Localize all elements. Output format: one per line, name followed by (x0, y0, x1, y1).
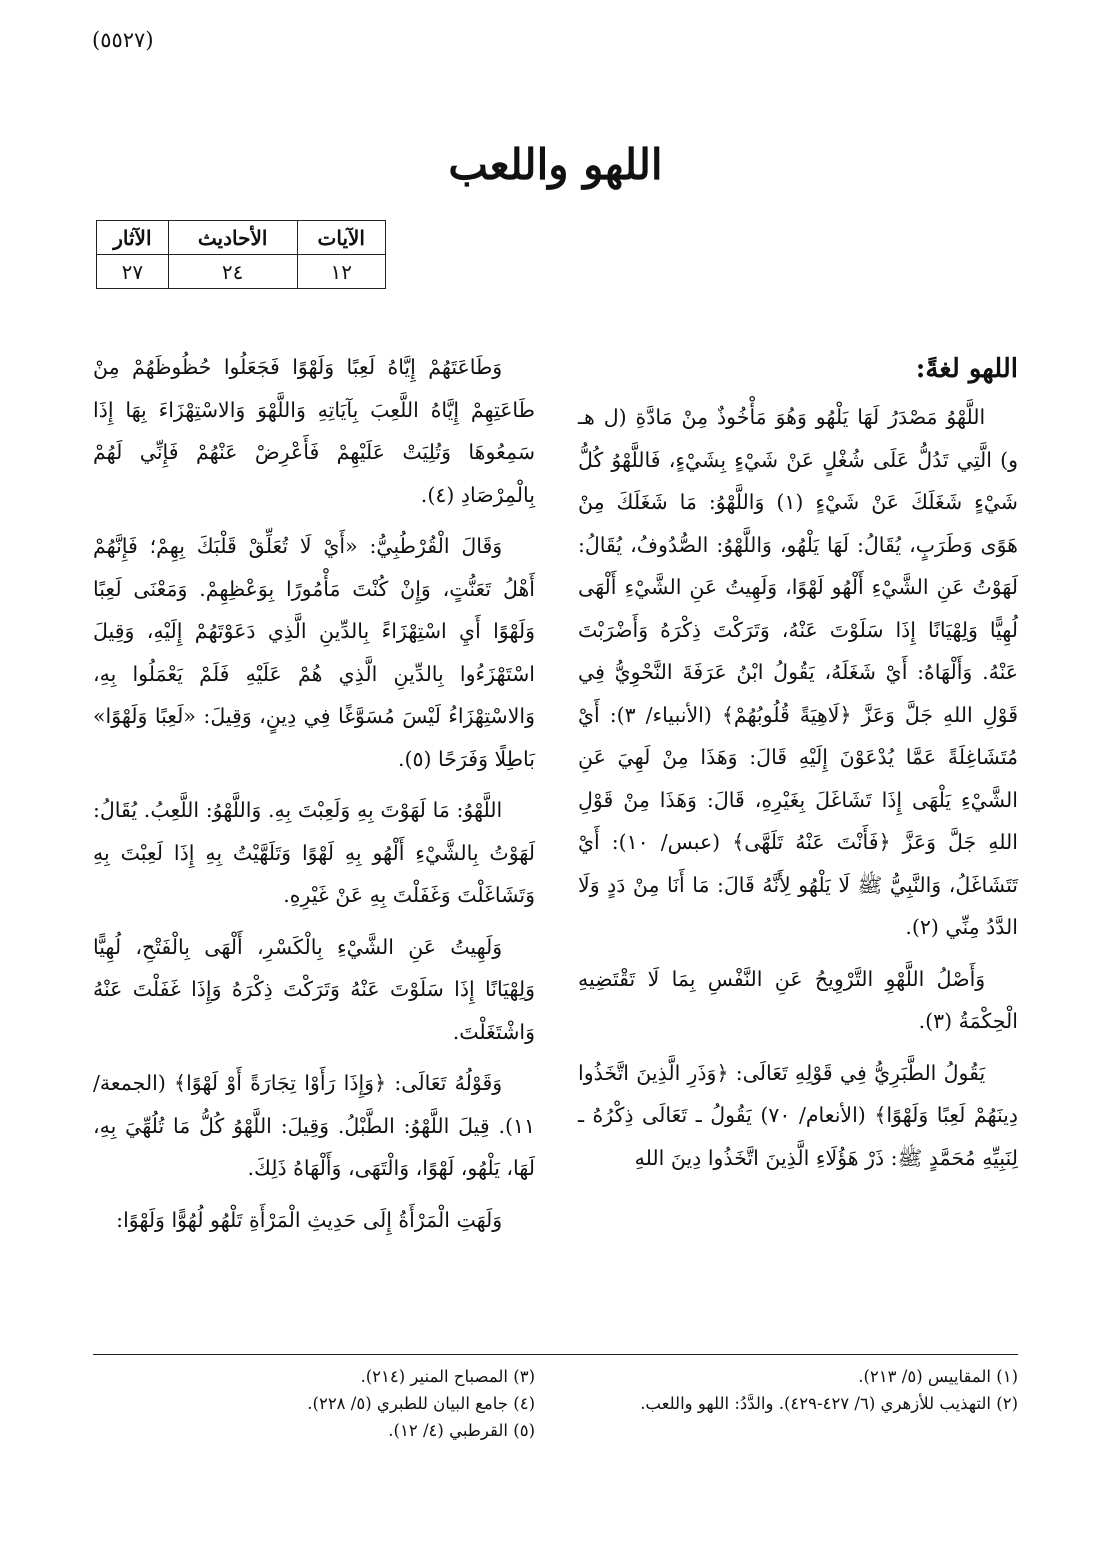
header-verses: الآيات (297, 221, 385, 255)
footnote: (٥) القرطبي (٤/ ١٢). (388, 1421, 535, 1440)
page-title: اللهو واللعب (448, 140, 663, 190)
counts-table-header-row (97, 221, 386, 255)
footnote: (٣) المصباح المنير (٢١٤). (360, 1367, 535, 1386)
footnote: (١) المقاييس (٥/ ٢١٣). (858, 1367, 1018, 1386)
paragraph: وَقَوْلُهُ تَعَالَى: ﴿وَإِذَا رَأَوْا تِجَارَةً أَوْ لَهْوًا﴾ (الجمعة/ ١١). قِيلَ اللَّهْوُ: الطَّبْلُ. وَقِيلَ: اللَّهْوُ كُلُّ مَا تُلُهِّيَ بِهِ، لَهَا، يَلْهُو، لَهْوًا، وَالْتَهَى، وَأَلْهَاهُ ذَلِكَ. (93, 1071, 535, 1180)
header-athar: الآثار (97, 221, 169, 255)
left-text-column (93, 346, 535, 1250)
footnote: (٤) جامع البيان للطبري (٥/ ٢٢٨). (307, 1394, 535, 1413)
count-hadiths: ٢٤ (168, 255, 297, 289)
page-number: (٥٥٢٧) (92, 28, 154, 52)
paragraph: وَقَالَ الْقُرْطُبِيُّ: «أَيْ لَا تُعَلِّقْ قَلْبَكَ بِهِمْ؛ فَإِنَّهُمْ أَهْلُ تَعَنُّتٍ، وَإِنْ كُنْتَ مَأْمُورًا بِوَعْظِهِمْ. وَمَعْنَى لَعِبًا وَلَهْوًا أَيِ اسْتِهْزَاءً بِالدِّينِ الَّذِي دَعَوْتَهُمْ إِلَيْهِ، وَقِيلَ اسْتَهْزَءُوا بِالدِّينِ الَّذِي هُمْ عَلَيْهِ فَلَمْ يَعْمَلُوا بِهِ، وَالاسْتِهْزَاءُ لَيْسَ مُسَوَّغًا فِي دِينٍ، وَقِيلَ: «لَعِبًا وَلَهْوًا» بَاطِلًا وَفَرَحًا (٥). (93, 534, 535, 771)
paragraph: وَأَصْلُ اللَّهْوِ التَّرْوِيحُ عَنِ النَّفْسِ بِمَا لَا تَقْتَضِيهِ الْحِكْمَةُ (٣). (578, 966, 1018, 1033)
paragraph: اللَّهْوُ: مَا لَهَوْتَ بِهِ وَلَعِبْتَ بِهِ. وَاللَّهْوُ: اللَّعِبُ. يُقَالُ: لَهَوْتُ بِالشَّيْءِ أَلْهُو بِهِ لَهْوًا وَتَلَهَّيْتُ بِهِ إِذَا لَعِبْتَ بِهِ وَتَشَاغَلْتَ وَغَفَلْتَ بِهِ عَنْ غَيْرِهِ. (93, 798, 535, 907)
footnote-divider (93, 1354, 1018, 1355)
count-athar: ٢٧ (97, 255, 169, 289)
paragraph: اللَّهْوُ مَصْدَرُ لَهَا يَلْهُو وَهُوَ مَأْخُوذٌ مِنْ مَادَّةِ (ل هـ و) الَّتِي تَدُلُّ عَلَى شُغْلٍ عَنْ شَيْءٍ بِشَيْءٍ، فَاللَّهْوُ كُلُّ شَيْءٍ شَغَلَكَ عَنْ شَيْءٍ (١) وَاللَّهْوُ: مَا شَغَلَكَ مِنْ هَوًى وَطَرَبٍ، يُقَالُ: لَهَا يَلْهُو، وَاللَّهْوُ: الصُّدُوفُ، يُقَالُ: لَهَوْتُ عَنِ الشَّيْءِ أَلْهُو لَهْوًا، وَلَهِيتُ عَنِ الشَّيْءِ أَلْهَى لُهِيًّا وَلِهْيَانًا إِذَا سَلَوْتَ عَنْهُ، وَتَرَكْتَ ذِكْرَهُ وَأَضْرَبْتَ عَنْهُ. وَأَلْهَاهُ: أَيْ شَغَلَهُ، يَقُولُ ابْنُ عَرَفَةَ النَّحْوِيُّ فِي قَوْلِ اللهِ جَلَّ وَعَزَّ ﴿لَاهِيَةً قُلُوبُهُمْ﴾ (الأنبياء/ ٣): أَيْ مُتَشَاغِلَةً عَمَّا يُدْعَوْنَ إِلَيْهِ قَالَ: وَهَذَا مِنْ لَهِيَ عَنِ الشَّيْءِ يَلْهَى إِذَا تَشَاغَلَ بِغَيْرِهِ، قَالَ: وَهَذَا مِنْ قَوْلِ اللهِ جَلَّ وَعَزَّ ﴿فَأَنْتَ عَنْهُ تَلَهَّى﴾ (عبس/ ١٠): أَيْ تَتَشَاغَلُ، وَالنَّبِيُّ ﷺ لَا يَلْهُو لِأَنَّهُ قَالَ: مَا أَنَا مِنْ دَدٍ وَلَا الدَّدُ مِنِّي (٢). (578, 405, 1018, 939)
right-text-column (578, 346, 1018, 1188)
paragraph: وَلَهِيتُ عَنِ الشَّيْءِ بِالْكَسْرِ، أَلْهَى بِالْفَتْحِ، لُهِيًّا وَلِهْيَانًا إِذَا سَلَوْتَ عَنْهُ وَتَرَكْتَ ذِكْرَهُ وَإِذَا غَفَلْتَ عَنْهُ وَاشْتَغَلْتَ. (93, 934, 535, 1044)
footnotes-left (93, 1363, 535, 1444)
count-verses: ١٢ (297, 255, 385, 289)
paragraph: يَقُولُ الطَّبَرِيُّ فِي قَوْلِهِ تَعَالَى: ﴿وَذَرِ الَّذِينَ اتَّخَذُوا دِينَهُمْ لَعِبًا وَلَهْوًا﴾ (الأنعام/ ٧٠) يَقُولُ ـ تَعَالَى ذِكْرُهُ ـ لِنَبِيِّهِ مُحَمَّدٍ ﷺ: ذَرْ هَؤُلَاءِ الَّذِينَ اتَّخَذُوا دِينَ اللهِ (578, 1060, 1018, 1170)
header-hadiths: الأحاديث (168, 221, 297, 255)
footnotes-right (578, 1363, 1018, 1417)
paragraph: وَلَهَتِ الْمَرْأَةُ إِلَى حَدِيثِ الْمَرْأَةِ تَلْهُو لُهُوًّا وَلَهْوًا: (116, 1207, 503, 1232)
paragraph: وَطَاعَتَهُمْ إِيَّاهُ لَعِبًا وَلَهْوًا فَجَعَلُوا حُظُوظَهُمْ مِنْ طَاعَتِهِمْ إِيَّاهُ اللَّعِبَ بِآيَاتِهِ وَاللَّهْوَ وَالاسْتِهْزَاءَ بِهَا إِذَا سَمِعُوهَا وَتُلِيَتْ عَلَيْهِمْ فَأَعْرِضْ عَنْهُمْ فَإِنِّي لَهُمْ بِالْمِرْصَادِ (٤). (93, 355, 535, 507)
section-heading: اللهو لغةً: (915, 354, 1018, 384)
counts-table-values-row (97, 255, 386, 289)
counts-table (96, 220, 386, 289)
footnote: (٢) التهذيب للأزهري (٦/ ٤٢٧-٤٢٩). والدَّدُ: اللهو واللعب. (640, 1394, 1018, 1413)
